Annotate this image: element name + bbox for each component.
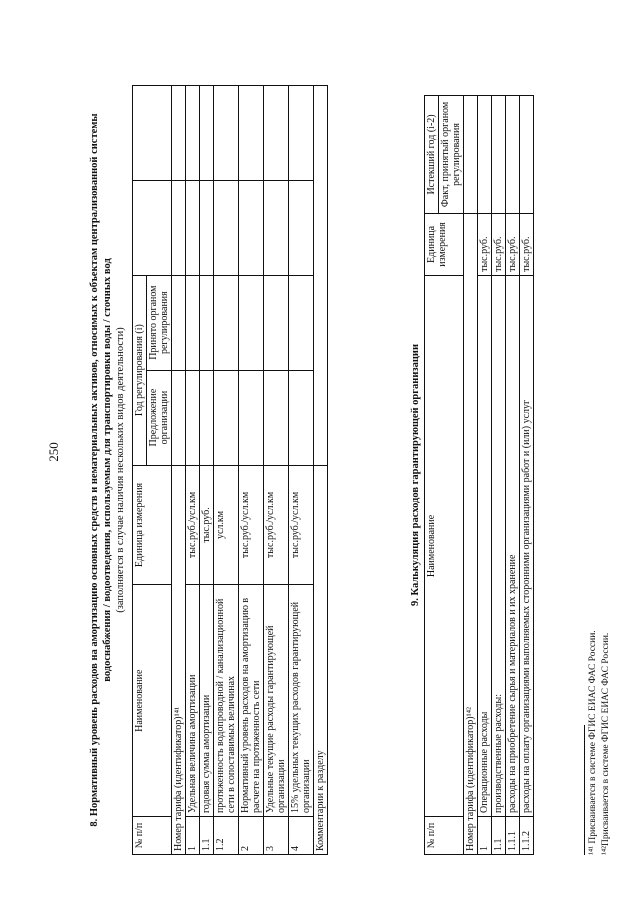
table-cell (289, 275, 314, 370)
row-unit: тыс.руб./усл.км (239, 465, 264, 585)
table-row (186, 86, 200, 855)
table-cell (264, 180, 289, 275)
col-header-unit: Единица измерения (425, 213, 464, 275)
col-header-num: № п/п (133, 817, 172, 855)
table-row (239, 86, 264, 855)
table-cell (264, 86, 289, 181)
section8-title-text: 8. Нормативный уровень расходов на амортизацию основных средств и нематериальных активов, относимых к объектам централизованной системы водоснабжения / водоотведения, используемым для транспортировки воды / сточных вод (89, 113, 113, 827)
table-cell (289, 86, 314, 181)
tariff-row (464, 96, 478, 855)
row-num: 1 (186, 817, 200, 855)
table-cell (214, 86, 239, 181)
footnote-142: ¹⁴²Присваивается в системе ФГИС ЕИАС ФАС России. (601, 632, 611, 855)
col-header-name: Наименование (133, 585, 172, 817)
table-cell (172, 86, 186, 181)
table-cell (186, 275, 200, 370)
col-header-accepted: Принято органом регулирования (147, 275, 172, 370)
row-num: 1.1 (492, 817, 506, 855)
table-row (289, 86, 314, 855)
footnote-divider (584, 725, 585, 855)
row-unit: усл.км (214, 465, 239, 585)
row-name: протяженность водопроводной / канализационной сети в сопоставимых величинах (214, 585, 239, 817)
row-name: Удельные текущие расходы гарантирующей организации (264, 585, 289, 817)
row-num: 1.2 (214, 817, 239, 855)
table-cell (520, 96, 534, 214)
row-name: годовая сумма амортизации (200, 585, 214, 817)
section8-title (88, 85, 127, 855)
table-cell (214, 275, 239, 370)
row-unit: тыс.руб./усл.км (186, 465, 200, 585)
table-cell (239, 86, 264, 181)
col-header-proposal: Предложение организации (147, 370, 172, 465)
row-num: 1.1.2 (520, 817, 534, 855)
col-header-name: Наименование (425, 275, 464, 816)
row-unit: тыс.руб. (478, 213, 492, 275)
comment-row (314, 86, 328, 855)
table-cell (506, 96, 520, 214)
table-cell (200, 275, 214, 370)
row-name: расходы на приобретение сырья и материалов и их хранение (506, 275, 520, 816)
row-name: Удельная величина амортизации (186, 585, 200, 817)
rotated-page-content (88, 55, 640, 855)
table-row (478, 96, 492, 855)
table-cell (186, 370, 200, 465)
section8-table (132, 85, 328, 855)
table-header-row (133, 86, 147, 855)
table-cell (239, 370, 264, 465)
table-header-row (425, 96, 439, 855)
col-header-year: Истекший год (i-2) (425, 96, 439, 214)
table-cell (186, 86, 200, 181)
comment-cell (314, 86, 328, 466)
tariff-label: Номер тарифа (идентификатор)¹⁴² (464, 213, 478, 854)
table-cell (264, 370, 289, 465)
comment-label: Комментарии к разделу (314, 465, 328, 854)
table-cell (239, 180, 264, 275)
footnote-141: ¹⁴¹ Присваивается в системе ФГИС ЕИАС ФАС России. (588, 630, 598, 855)
table-row (506, 96, 520, 855)
page-number: 250 (46, 442, 61, 462)
table-cell (186, 180, 200, 275)
table-cell (478, 96, 492, 214)
col-header-num: № п/п (425, 817, 464, 855)
row-unit: тыс.руб. (492, 213, 506, 275)
table-cell (264, 275, 289, 370)
row-name: производственные расходы: (492, 275, 506, 816)
table-cell (492, 96, 506, 214)
row-unit: тыс.руб./усл.км (264, 465, 289, 585)
row-num: 1.1.1 (506, 817, 520, 855)
section8-subtitle: (заполняется в случае наличия нескольких видов деятельности) (115, 327, 126, 613)
table-cell (289, 180, 314, 275)
row-name: Нормативный уровень расходов на амортизацию в расчете на протяженность сети (239, 585, 264, 817)
row-unit: тыс.руб. (200, 465, 214, 585)
row-num: 1 (478, 817, 492, 855)
table-row (214, 86, 239, 855)
row-unit: тыс.руб. (506, 213, 520, 275)
tariff-label: Номер тарифа (идентификатор)¹⁴¹ (172, 465, 186, 854)
table-row (264, 86, 289, 855)
table-cell (464, 96, 478, 214)
table-cell (214, 370, 239, 465)
section9-table (424, 95, 534, 855)
table-cell (214, 180, 239, 275)
col-header-fact: Факт, принятый органом регулирования (439, 96, 464, 214)
table-cell (289, 370, 314, 465)
table-row (200, 86, 214, 855)
row-num: 3 (264, 817, 289, 855)
table-cell (200, 370, 214, 465)
row-unit: тыс.руб. (520, 213, 534, 275)
row-name: Операционные расходы (478, 275, 492, 816)
table-cell (200, 180, 214, 275)
col-header-year: Год регулирования (i) (133, 275, 147, 465)
table-cell (172, 180, 186, 275)
section9-title: 9. Калькуляция расходов гарантирующей организации (410, 344, 421, 606)
table-cell (200, 86, 214, 181)
row-unit: тыс.руб./усл.км (289, 465, 314, 585)
row-num: 2 (239, 817, 264, 855)
table-row (492, 96, 506, 855)
row-name: 15% удельных текущих расходов гарантирующей организации (289, 585, 314, 817)
table-cell (172, 370, 186, 465)
col-header-empty (133, 180, 172, 275)
tariff-row (172, 86, 186, 855)
row-name: расходы на оплату организациями выполняемых сторонними организациями работ и (или) услуг (520, 275, 534, 816)
table-cell (172, 275, 186, 370)
col-header-empty (133, 86, 172, 181)
table-cell (239, 275, 264, 370)
col-header-unit: Единица измерения (133, 465, 172, 585)
row-num: 1.1 (200, 817, 214, 855)
table-row (520, 96, 534, 855)
row-num: 4 (289, 817, 314, 855)
